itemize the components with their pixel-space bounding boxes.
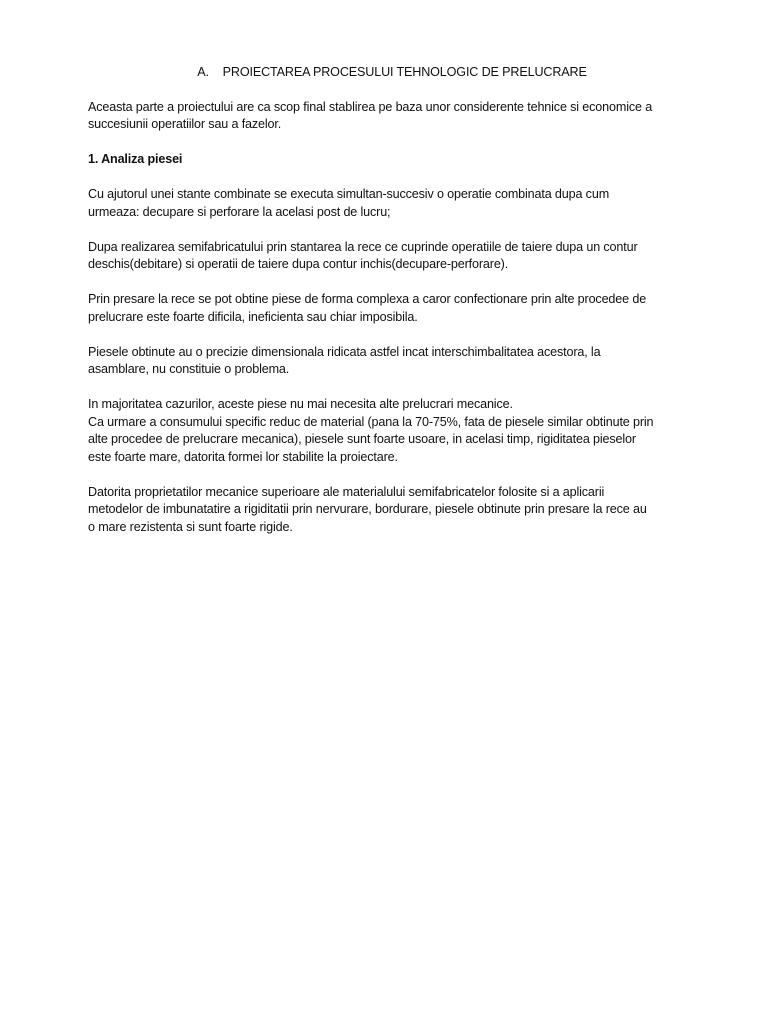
text-line: Dupa realizarea semifabricatului prin stantarea la rece ce cuprinde operatiile de taiere dupa un contur xyxy=(88,239,638,254)
text-line: deschis(debitare) si operatii de taiere dupa contur inchis(decupare-perforare). xyxy=(88,257,509,271)
chapter-marker: A. xyxy=(197,65,209,79)
chapter-title: PROIECTAREA PROCESULUI TEHNOLOGIC DE PRELUCRARE xyxy=(222,65,587,79)
text-line: In majoritatea cazurilor, aceste piese nu mai necesita alte prelucrari mecanice. xyxy=(88,397,513,411)
chapter-heading xyxy=(88,64,688,82)
text-line: Piesele obtinute au o precizie dimensionala ridicata astfel incat interschimbalitatea acestora, la xyxy=(88,344,601,359)
paragraph-semifabricat xyxy=(88,239,688,274)
paragraph-proprietati-mecanice xyxy=(88,484,688,537)
text-line: succesiunii operatiilor sau a fazelor. xyxy=(88,117,282,131)
text-line: Aceasta parte a proiectului are ca scop final stablirea pe baza unor considerente tehnice si economice a xyxy=(88,99,653,114)
text-line: metodelor de imbunatatire a rigiditatii prin nervurare, bordurare, piesele obtinute prin presare la rece au xyxy=(88,502,647,516)
text-line: prelucrare este foarte dificila, ineficienta sau chiar imposibila. xyxy=(88,309,418,324)
text-line: Datorita proprietatilor mecanice superioare ale materialului semifabricatelor folosite si a aplicarii xyxy=(88,484,605,499)
paragraph-consum-material xyxy=(88,396,688,466)
paragraph-presare-rece xyxy=(88,291,688,326)
text-line: urmeaza: decupare si perforare la acelasi post de lucru; xyxy=(88,204,391,219)
section-title: 1. Analiza piesei xyxy=(88,152,183,166)
text-line: Cu ajutorul unei stante combinate se executa simultan-succesiv o operatie combinata dupa cum xyxy=(88,187,610,201)
text-line: o mare rezistenta si sunt foarte rigide. xyxy=(88,519,293,534)
document-body xyxy=(88,64,688,554)
text-line: alte procedee de prelucrare mecanica), piesele sunt foarte usoare, in acelasi timp, rigiditatea pieselor xyxy=(88,432,636,446)
text-line: Prin presare la rece se pot obtine piese de forma complexa a caror confectionare prin alte procedee de xyxy=(88,292,647,306)
text-line: Ca urmare a consumului specific reduc de material (pana la 70-75%, fata de piesele similar obtinute prin xyxy=(88,414,654,429)
paragraph-precizie xyxy=(88,344,688,379)
text-line: este foarte mare, datorita formei lor stabilite la proiectare. xyxy=(88,449,398,464)
paragraph-stanta-combinata xyxy=(88,186,688,221)
intro-paragraph xyxy=(88,99,688,134)
text-line: asamblare, nu constituie o problema. xyxy=(88,362,290,376)
